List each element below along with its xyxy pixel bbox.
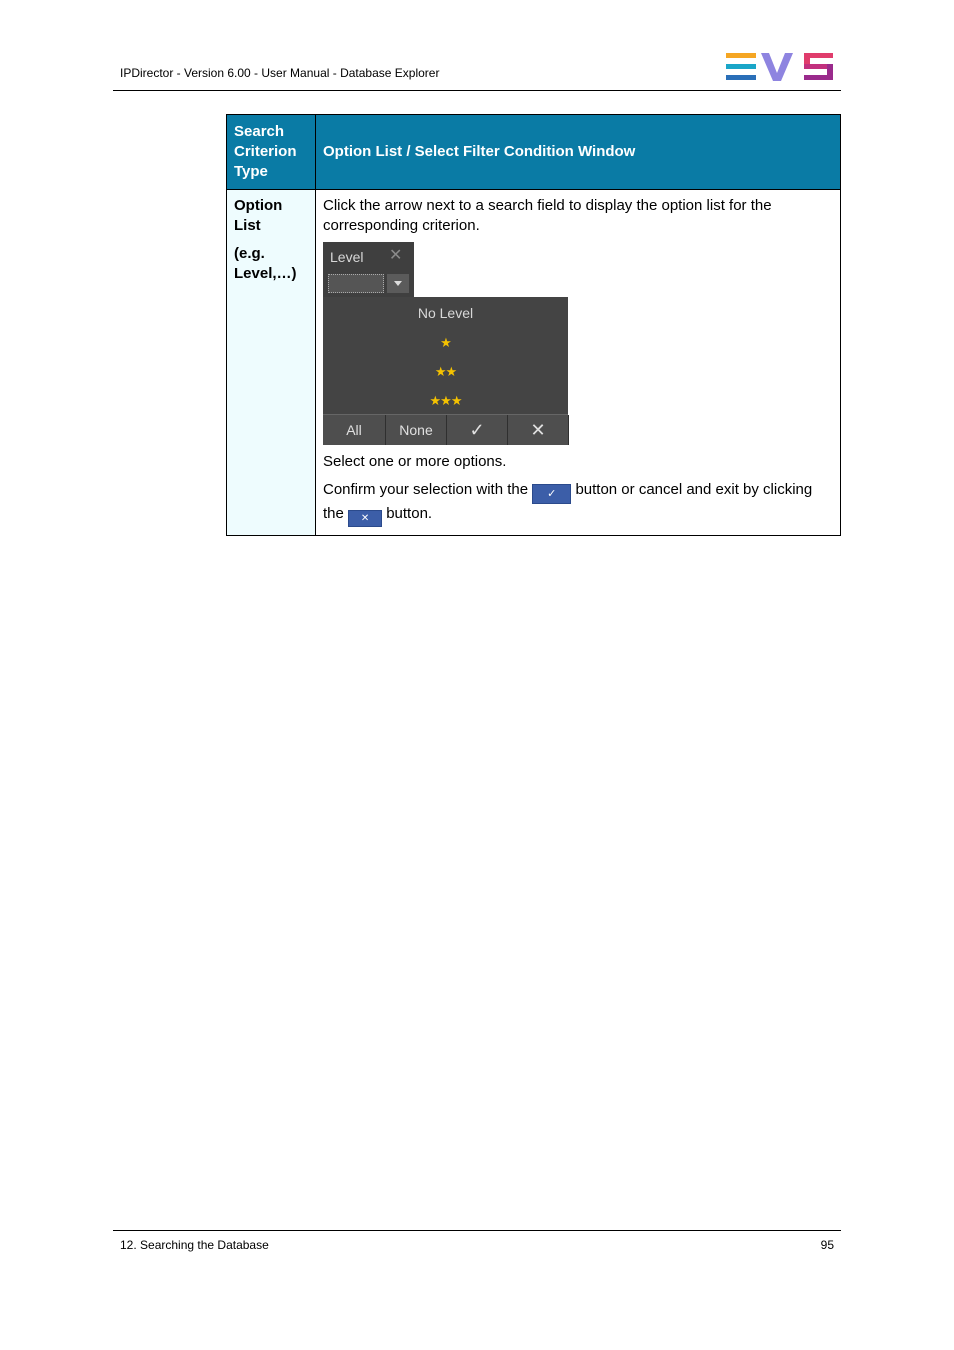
table-row (227, 190, 841, 536)
level-option-list-screenshot (323, 242, 568, 444)
col-header-criterion-type: Search Criterion Type (227, 115, 316, 190)
criterion-type-cell (227, 190, 316, 536)
option-two-star-icon[interactable]: ★★ (434, 364, 457, 379)
col-header-window: Option List / Select Filter Condition Window (316, 115, 841, 190)
chevron-down-icon[interactable] (387, 274, 409, 293)
cancel-text-after: button. (386, 505, 433, 522)
intro-text: Click the arrow next to a search field to display the option list for the corresponding criterion. (323, 197, 772, 234)
header-rule (113, 90, 841, 91)
confirm-check-icon[interactable]: ✓ (447, 415, 508, 445)
level-label: Level (330, 249, 364, 265)
criteria-table (226, 114, 841, 536)
confirm-text-before: Confirm your selection with the (323, 481, 529, 498)
option-three-star-icon[interactable]: ★★★ (429, 393, 462, 408)
option-no-level[interactable]: No Level (417, 305, 474, 321)
cancel-x-icon[interactable]: ✕ (508, 415, 569, 445)
level-input[interactable] (328, 274, 384, 293)
select-text: Select one or more options. (323, 453, 507, 470)
level-field-header (323, 242, 414, 297)
cancel-button-icon: ✕ (348, 510, 382, 527)
level-option-list (323, 297, 568, 414)
evs-logo (726, 53, 834, 81)
confirm-text-after: button or cancel and exit by clicking the (323, 481, 813, 522)
footer-rule (113, 1230, 841, 1231)
all-button[interactable]: All (323, 415, 386, 445)
description-cell (316, 190, 841, 536)
confirm-text (323, 480, 833, 527)
option-one-star-icon[interactable]: ★ (440, 335, 451, 350)
option-list-buttons (323, 414, 568, 445)
footer-chapter: 12. Searching the Database (120, 1238, 269, 1252)
page-number: 95 (820, 1238, 834, 1252)
running-header: IPDirector - Version 6.00 - User Manual - Database Explorer (120, 66, 440, 80)
criterion-type-name: Option List (234, 197, 283, 234)
criterion-type-example: (e.g. Level,…) (234, 245, 297, 282)
close-icon[interactable]: ✕ (389, 247, 403, 264)
confirm-button-icon: ✓ (532, 484, 571, 504)
none-button[interactable]: None (386, 415, 447, 445)
